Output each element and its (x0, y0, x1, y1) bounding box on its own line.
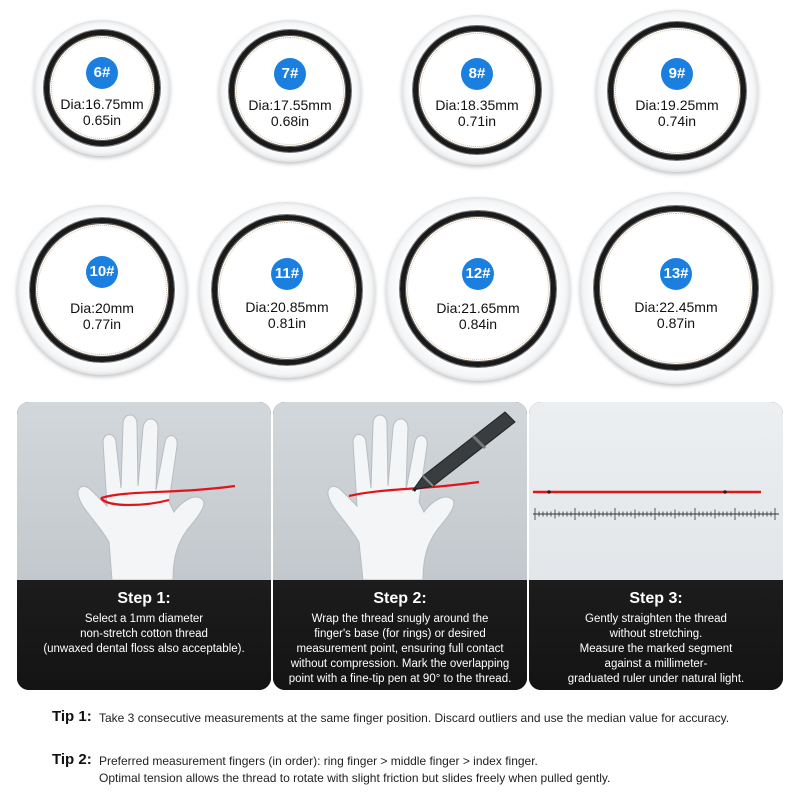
size-badge: 12# (462, 258, 494, 290)
tip-line: Take 3 consecutive measurements at the same finger position. Discard outliers and use the median value for accuracy. (99, 711, 730, 725)
ruler-icon (529, 402, 783, 580)
diameter-in: 0.71in (457, 113, 497, 129)
step-line: measurement point, ensuring full contact (296, 643, 504, 655)
tip-line: Preferred measurement fingers (in order): ring finger > middle finger > index finger. (99, 754, 538, 768)
diameter-in: 0.84in (458, 316, 498, 332)
diameter-in: 0.81in (267, 315, 307, 331)
tip-text (99, 710, 729, 727)
mark-dot (723, 490, 727, 494)
size-badge: 11# (271, 258, 303, 290)
step-line: without stretching. (609, 628, 703, 640)
step-line: Gently straighten the thread (585, 613, 727, 625)
ruler-photo (529, 402, 783, 581)
diameter-mm: Dia:22.45mm (634, 299, 718, 315)
step-2-panel (273, 402, 527, 690)
diameter-mm: Dia:21.65mm (436, 300, 520, 316)
ring-size-13 (580, 192, 772, 384)
size-badge: 6# (86, 57, 118, 89)
step-line: point with a fine-tip pen at 90° to the thread. (288, 673, 512, 685)
size-badge: 9# (661, 58, 693, 90)
diameter-in: 0.77in (82, 316, 122, 332)
size-badge: 7# (274, 58, 306, 90)
step-title: Step 3: (629, 590, 683, 607)
hand-shape (328, 415, 454, 580)
ring-size-8 (402, 15, 552, 165)
hand-thread-photo (17, 402, 271, 581)
diameter-in: 0.65in (82, 112, 122, 128)
step-3-caption (529, 580, 783, 690)
tip-label: Tip 2: (52, 751, 92, 768)
step-body (17, 612, 271, 657)
step-2-caption (273, 580, 527, 690)
ring-band (212, 215, 362, 365)
step-1-caption (17, 580, 271, 690)
ring-size-7 (219, 20, 361, 162)
ring-band (413, 26, 541, 154)
step-line: Measure the marked segment (579, 643, 733, 655)
step-line: (unwaxed dental floss also acceptable). (43, 643, 245, 655)
tip-line: Optimal tension allows the thread to rotate with slight friction but slides freely when pulled gently. (99, 771, 611, 785)
step-3-panel (529, 402, 783, 690)
ring-size-9 (596, 10, 758, 172)
diameter-mm: Dia:20.85mm (245, 299, 329, 315)
step-line: finger's base (for rings) or desired (314, 628, 486, 640)
tip-label: Tip 1: (52, 708, 92, 725)
step-line: against a millimeter- (604, 658, 708, 670)
ring-band (30, 218, 174, 362)
hand-shape (78, 415, 204, 580)
mark-dot (547, 490, 551, 494)
step-title: Step 1: (117, 590, 171, 607)
diameter-in: 0.87in (656, 315, 696, 331)
step-line: non-stretch cotton thread (80, 628, 208, 640)
step-line: graduated ruler under natural light. (567, 673, 745, 685)
diameter-mm: Dia:17.55mm (248, 97, 332, 113)
ring-band (229, 30, 351, 152)
ruler-ticks (535, 508, 775, 520)
size-badge: 13# (660, 258, 692, 290)
ring-size-12 (386, 197, 570, 381)
ring-size-11 (199, 202, 375, 378)
diameter-mm: Dia:20mm (70, 300, 134, 316)
hand-pen-photo (273, 402, 527, 581)
step-body (529, 612, 783, 687)
diameter-in: 0.74in (657, 113, 697, 129)
ring-size-6 (34, 20, 170, 156)
diameter-mm: Dia:18.35mm (435, 97, 519, 113)
ring-band (608, 22, 746, 160)
diameter-mm: Dia:16.75mm (60, 96, 144, 112)
step-1-panel (17, 402, 271, 690)
tip-text (99, 753, 610, 787)
step-body (273, 612, 527, 687)
size-badge: 10# (86, 256, 118, 288)
diameter-mm: Dia:19.25mm (635, 97, 719, 113)
diameter-in: 0.68in (270, 113, 310, 129)
step-line: Select a 1mm diameter (84, 613, 204, 625)
hand-photo (17, 402, 271, 580)
size-badge: 8# (461, 58, 493, 90)
step-line: without compression. Mark the overlapping (290, 658, 510, 670)
step-title: Step 2: (373, 590, 427, 607)
hand-photo (273, 402, 527, 580)
pen-icon (413, 412, 515, 492)
ring-size-10 (17, 205, 187, 375)
step-line: Wrap the thread snugly around the (311, 613, 489, 625)
